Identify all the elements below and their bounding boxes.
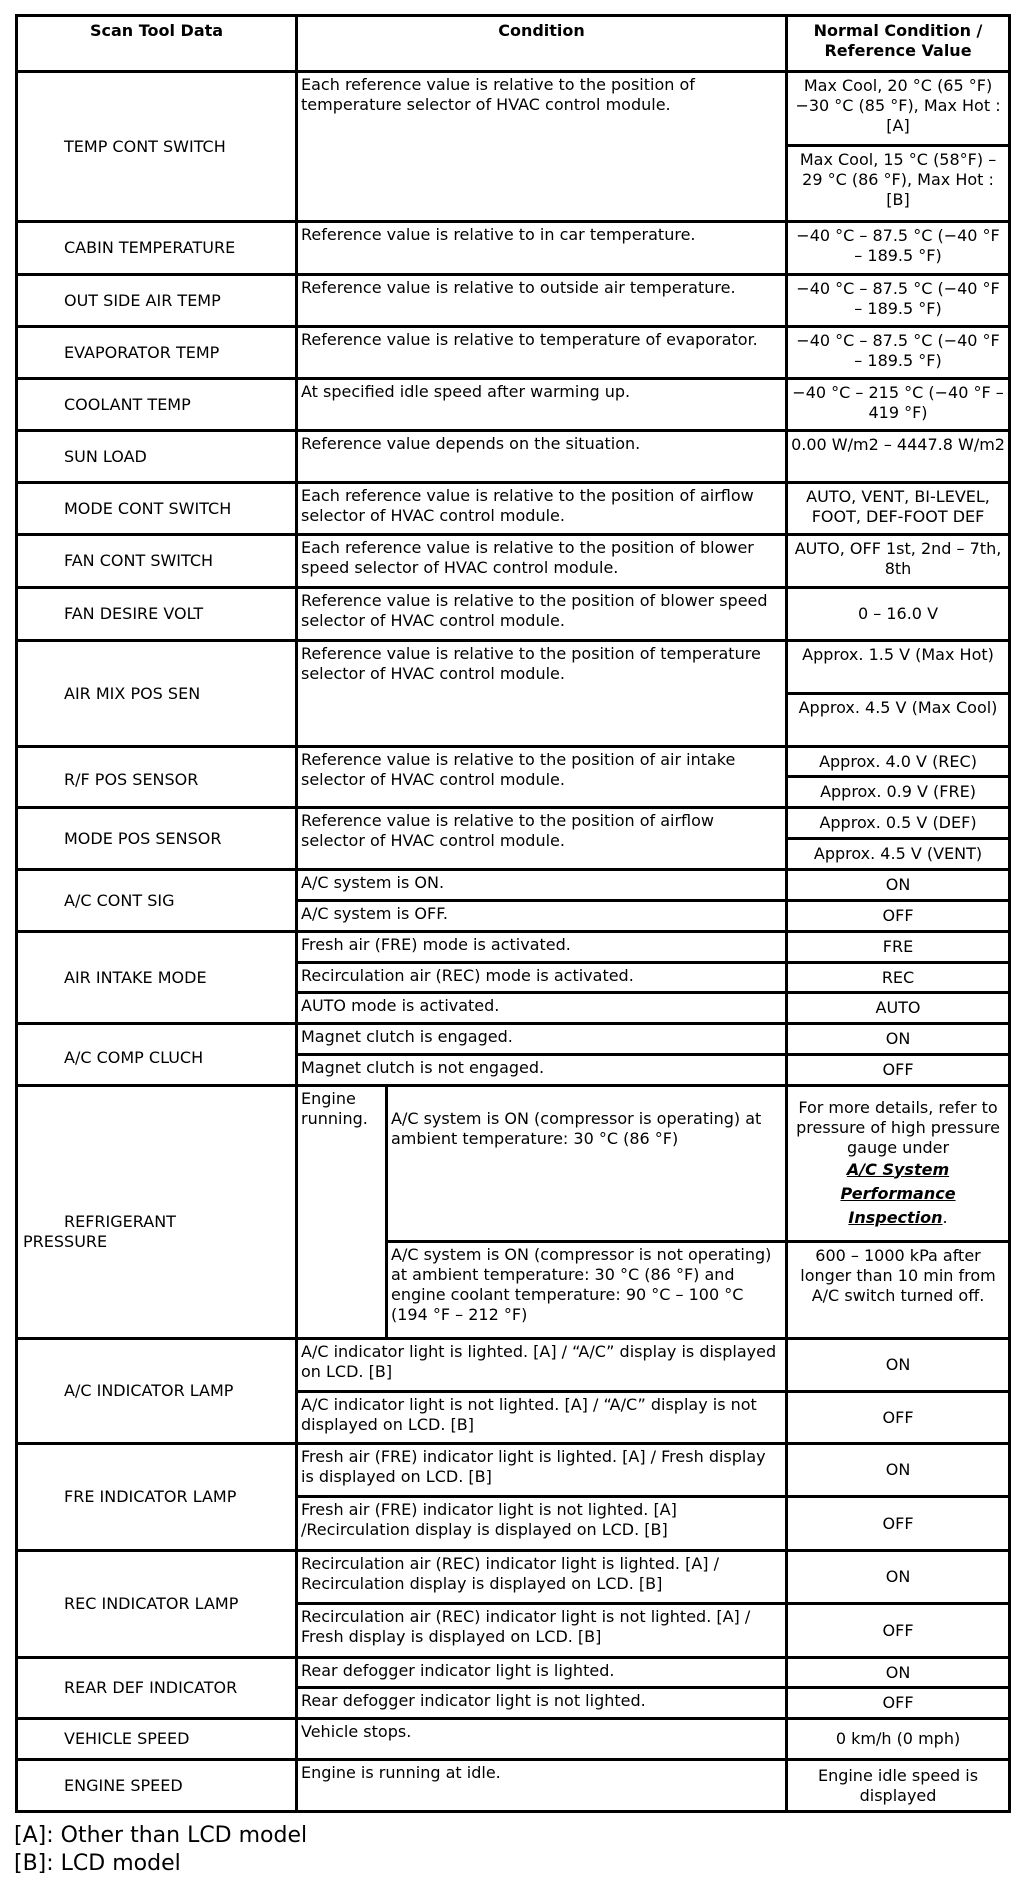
item-rf-pos-sensor: R/F POS SENSOR	[17, 747, 297, 808]
item-rec-indicator-lamp: REC INDICATOR LAMP	[17, 1551, 297, 1658]
condition-engine-running: Engine running.	[297, 1086, 387, 1339]
table-row	[17, 1339, 1010, 1392]
reference-value: Approx. 1.5 V (Max Hot)	[787, 641, 1010, 694]
table-row	[17, 379, 1010, 431]
condition: Recirculation air (REC) mode is activated.	[297, 963, 787, 993]
table-row	[17, 72, 1010, 146]
table-row	[17, 535, 1010, 588]
item-fan-desire-volt: FAN DESIRE VOLT	[17, 588, 297, 641]
reference-value: AUTO	[787, 993, 1010, 1024]
condition: Each reference value is relative to the position of airflow selector of HVAC control module.	[297, 483, 787, 535]
condition: Fresh air (FRE) mode is activated.	[297, 932, 787, 963]
reference-value: −40 °C – 215 °C (−40 °F – 419 °F)	[787, 379, 1010, 431]
condition: A/C system is ON.	[297, 870, 787, 901]
table-row	[17, 1444, 1010, 1497]
condition: A/C system is OFF.	[297, 901, 787, 932]
item-outside-air-temp: OUT SIDE AIR TEMP	[17, 275, 297, 327]
condition: Fresh air (FRE) indicator light is lighted. [A] / Fresh display is displayed on LCD. [B]	[297, 1444, 787, 1497]
condition: Recirculation air (REC) indicator light is lighted. [A] / Recirculation display is displayed on LCD. [B]	[297, 1551, 787, 1604]
condition: Engine is running at idle.	[297, 1760, 787, 1812]
item-engine-speed: ENGINE SPEED	[17, 1760, 297, 1812]
item-rear-def-indicator: REAR DEF INDICATOR	[17, 1658, 297, 1719]
reference-value: OFF	[787, 1392, 1010, 1444]
reference-value	[787, 1086, 1010, 1242]
item-mode-cont-switch: MODE CONT SWITCH	[17, 483, 297, 535]
reference-value: 0.00 W/m2 – 4447.8 W/m2	[787, 431, 1010, 483]
condition: Fresh air (FRE) indicator light is not lighted. [A] /Recirculation display is displayed on LCD. [B]	[297, 1497, 787, 1551]
item-ac-comp-cluch: A/C COMP CLUCH	[17, 1024, 297, 1086]
item-fre-indicator-lamp: FRE INDICATOR LAMP	[17, 1444, 297, 1551]
scan-tool-data-table	[15, 14, 1011, 1813]
reference-value: ON	[787, 1658, 1010, 1688]
reference-value: Max Cool, 20 °C (65 °F) −30 °C (85 °F), Max Hot : [A]	[787, 72, 1010, 146]
item-coolant-temp: COOLANT TEMP	[17, 379, 297, 431]
table-row	[17, 483, 1010, 535]
reference-value: FRE	[787, 932, 1010, 963]
condition: Reference value is relative to the position of air intake selector of HVAC control module.	[297, 747, 787, 808]
table-header-row	[17, 16, 1010, 72]
table-row	[17, 222, 1010, 275]
reference-value: Max Cool, 15 °C (58°F) – 29 °C (86 °F), Max Hot : [B]	[787, 146, 1010, 222]
reference-value: 600 – 1000 kPa after longer than 10 min from A/C switch turned off.	[787, 1242, 1010, 1339]
header-scan-tool-data: Scan Tool Data	[17, 16, 297, 72]
condition: Reference value depends on the situation.	[297, 431, 787, 483]
reference-value: −40 °C – 87.5 °C (−40 °F – 189.5 °F)	[787, 222, 1010, 275]
reference-value: ON	[787, 1339, 1010, 1392]
condition: At specified idle speed after warming up.	[297, 379, 787, 431]
table-row	[17, 641, 1010, 694]
reference-value: AUTO, OFF 1st, 2nd – 7th, 8th	[787, 535, 1010, 588]
table-row	[17, 1024, 1010, 1055]
footnote-b: [B]: LCD model	[14, 1851, 181, 1876]
reference-value: OFF	[787, 901, 1010, 932]
header-reference-value: Normal Condition / Reference Value	[787, 16, 1010, 72]
item-ac-cont-sig: A/C CONT SIG	[17, 870, 297, 932]
table-row	[17, 327, 1010, 379]
condition: Reference value is relative to in car temperature.	[297, 222, 787, 275]
reference-value: OFF	[787, 1497, 1010, 1551]
table-row	[17, 588, 1010, 641]
item-refrigerant-pressure	[17, 1086, 297, 1339]
condition: A/C system is ON (compressor is not operating) at ambient temperature: 30 °C (86 °F) and engine coolant temperature: 90 °C – 100 °C (194 °F – 212 °F)	[387, 1242, 787, 1339]
item-vehicle-speed: VEHICLE SPEED	[17, 1719, 297, 1760]
table-row	[17, 1551, 1010, 1604]
reference-value: AUTO, VENT, BI-LEVEL, FOOT, DEF-FOOT DEF	[787, 483, 1010, 535]
item-evaporator-temp: EVAPORATOR TEMP	[17, 327, 297, 379]
condition: Each reference value is relative to the position of temperature selector of HVAC control module.	[297, 72, 787, 222]
table-row	[17, 870, 1010, 901]
condition: Each reference value is relative to the position of blower speed selector of HVAC control module.	[297, 535, 787, 588]
item-cabin-temperature: CABIN TEMPERATURE	[17, 222, 297, 275]
table-row	[17, 808, 1010, 839]
reference-value: Approx. 0.9 V (FRE)	[787, 777, 1010, 808]
table-row	[17, 275, 1010, 327]
item-air-mix-pos-sen: AIR MIX POS SEN	[17, 641, 297, 747]
reference-value: OFF	[787, 1055, 1010, 1086]
item-fan-cont-switch: FAN CONT SWITCH	[17, 535, 297, 588]
condition: Rear defogger indicator light is not lighted.	[297, 1688, 787, 1719]
table-row	[17, 747, 1010, 777]
condition: Reference value is relative to outside air temperature.	[297, 275, 787, 327]
item-air-intake-mode: AIR INTAKE MODE	[17, 932, 297, 1024]
reference-value: ON	[787, 1024, 1010, 1055]
item-ac-indicator-lamp: A/C INDICATOR LAMP	[17, 1339, 297, 1444]
reference-value: ON	[787, 870, 1010, 901]
condition: AUTO mode is activated.	[297, 993, 787, 1024]
header-condition: Condition	[297, 16, 787, 72]
reference-value: REC	[787, 963, 1010, 993]
table-row	[17, 1086, 1010, 1242]
reference-value: −40 °C – 87.5 °C (−40 °F – 189.5 °F)	[787, 327, 1010, 379]
reference-value: 0 – 16.0 V	[787, 588, 1010, 641]
condition: Reference value is relative to the position of temperature selector of HVAC control module.	[297, 641, 787, 747]
table-row	[17, 1658, 1010, 1688]
table-row	[17, 932, 1010, 963]
reference-text: For more details, refer to pressure of high pressure gauge under	[796, 1097, 1000, 1157]
reference-value: ON	[787, 1444, 1010, 1497]
condition: Vehicle stops.	[297, 1719, 787, 1760]
condition: A/C indicator light is lighted. [A] / “A/C” display is displayed on LCD. [B]	[297, 1339, 787, 1392]
table-row	[17, 1760, 1010, 1812]
condition: Recirculation air (REC) indicator light is not lighted. [A] / Fresh display is displayed on LCD. [B]	[297, 1604, 787, 1658]
condition: Reference value is relative to temperature of evaporator.	[297, 327, 787, 379]
table-row	[17, 431, 1010, 483]
item-label-line2: PRESSURE	[23, 1232, 108, 1251]
reference-value: OFF	[787, 1688, 1010, 1719]
reference-value: Approx. 4.5 V (Max Cool)	[787, 694, 1010, 747]
table-row	[17, 1719, 1010, 1760]
ac-system-performance-inspection-link[interactable]: A/C System Performance Inspection	[840, 1159, 956, 1227]
condition: Magnet clutch is engaged.	[297, 1024, 787, 1055]
condition: A/C indicator light is not lighted. [A] / “A/C” display is not displayed on LCD. [B]	[297, 1392, 787, 1444]
period: .	[942, 1207, 948, 1227]
footnote-a: [A]: Other than LCD model	[14, 1823, 308, 1848]
item-temp-cont-switch: TEMP CONT SWITCH	[17, 72, 297, 222]
reference-value: Approx. 4.0 V (REC)	[787, 747, 1010, 777]
condition: Magnet clutch is not engaged.	[297, 1055, 787, 1086]
condition: Reference value is relative to the position of blower speed selector of HVAC control module.	[297, 588, 787, 641]
item-mode-pos-sensor: MODE POS SENSOR	[17, 808, 297, 870]
reference-value: Approx. 4.5 V (VENT)	[787, 839, 1010, 870]
reference-value: Engine idle speed is displayed	[787, 1760, 1010, 1812]
condition: Rear defogger indicator light is lighted.	[297, 1658, 787, 1688]
reference-value: Approx. 0.5 V (DEF)	[787, 808, 1010, 839]
item-label-line1: REFRIGERANT	[64, 1212, 176, 1231]
reference-value: 0 km/h (0 mph)	[787, 1719, 1010, 1760]
reference-value: ON	[787, 1551, 1010, 1604]
reference-value: −40 °C – 87.5 °C (−40 °F – 189.5 °F)	[787, 275, 1010, 327]
condition: Reference value is relative to the position of airflow selector of HVAC control module.	[297, 808, 787, 870]
reference-value: OFF	[787, 1604, 1010, 1658]
item-sun-load: SUN LOAD	[17, 431, 297, 483]
condition: A/C system is ON (compressor is operating) at ambient temperature: 30 °C (86 °F)	[387, 1086, 787, 1242]
